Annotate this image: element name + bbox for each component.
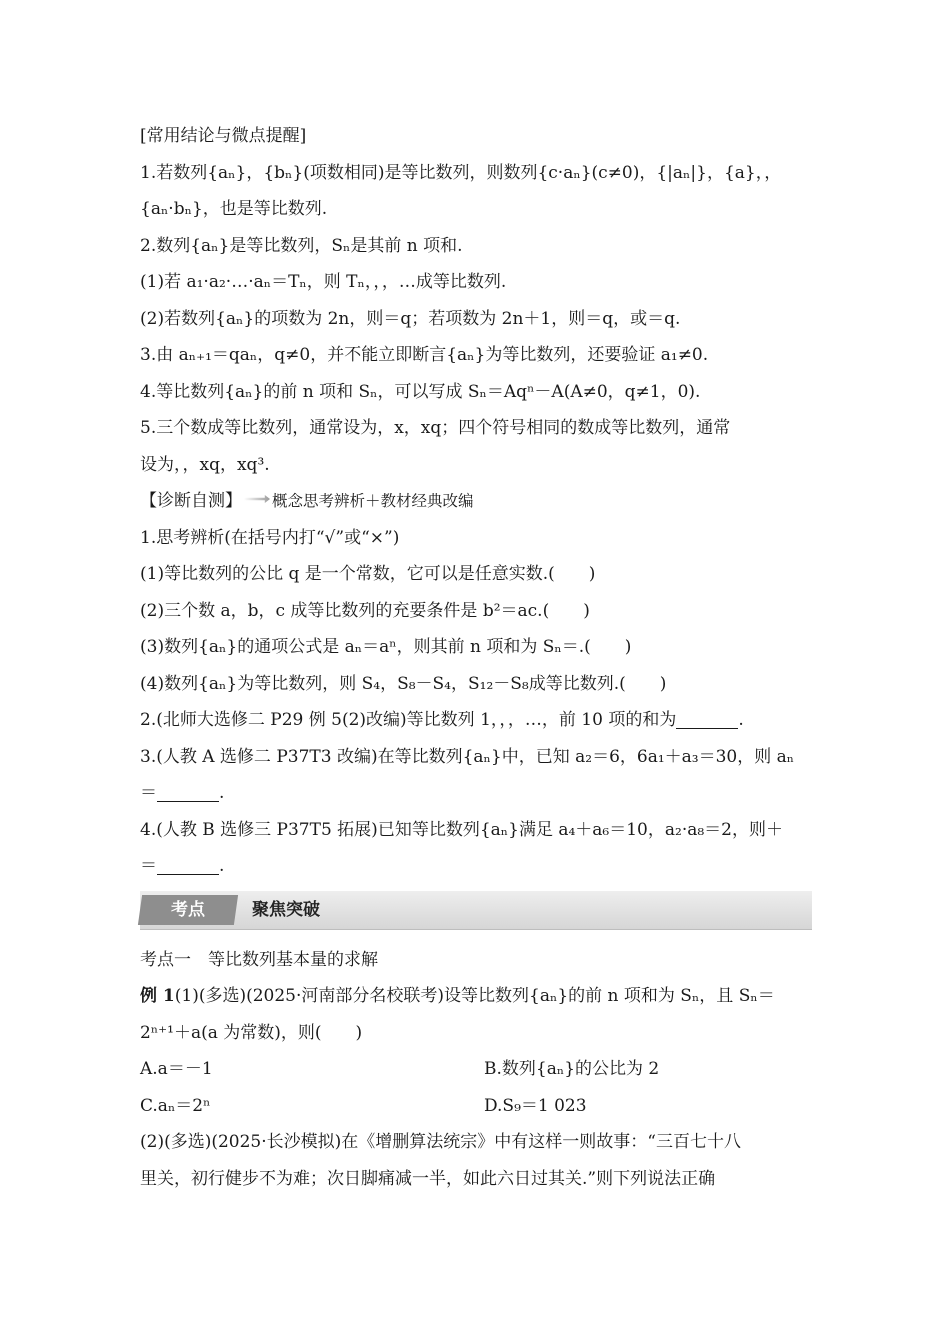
option-c[interactable]: C.aₙ＝2ⁿ: [140, 1095, 211, 1116]
text-line: [140, 264, 812, 301]
question-1-4: (4)数列{aₙ}为等比数列，则 S₄，S₈－S₄，S₁₂－S₈成等比数列.( ): [140, 673, 667, 694]
text-line: [140, 812, 812, 849]
banner-tab: [138, 895, 238, 925]
text-line: [140, 1015, 812, 1052]
text-line: [140, 593, 812, 630]
text-line: [140, 191, 812, 228]
example-text-cont: 2ⁿ⁺¹＋a(a 为常数)，则( ): [140, 1022, 363, 1043]
text-line: 2.(北师大选修二 P29 例 5(2)改编)等比数列 1，，，…，前 10 项的和为 .: [140, 702, 812, 739]
text-line: [140, 1161, 812, 1198]
conclusion-1-cont: {aₙ·bₙ}，也是等比数列.: [140, 199, 328, 219]
conclusion-2-1: (1)若 a₁·a₂·…·aₙ＝Tₙ，则 Tₙ，，，…成等比数列.: [140, 272, 507, 292]
text-line: [140, 155, 812, 192]
example-text: (1)(多选)(2025·河南部分名校联考)设等比数列{aₙ}的前 n 项和为 Sₙ，且 Sₙ＝: [174, 986, 775, 1006]
question-4-cont: ＝: [140, 856, 157, 876]
text-line: [140, 337, 812, 374]
answer-blank[interactable]: [676, 706, 738, 729]
text-line: ＝ .: [140, 775, 812, 812]
text-line: [140, 666, 812, 703]
document-page: [140, 118, 812, 1197]
section-banner: [140, 891, 812, 930]
conclusion-2-2: (2)若数列{aₙ}的项数为 2n，则＝q；若项数为 2n＋1，则＝q，或＝q.: [140, 308, 681, 329]
option-b[interactable]: B.数列{aₙ}的公比为 2: [484, 1059, 660, 1079]
conclusion-2: 2.数列{aₙ}是等比数列，Sₙ是其前 n 项和.: [140, 235, 463, 256]
question-1-1: (1)等比数列的公比 q 是一个常数，它可以是任意实数.( ): [140, 564, 596, 584]
text-line: ＝ .: [140, 848, 812, 885]
text-line: [140, 556, 812, 593]
question-1-3: (3)数列{aₙ}的通项公式是 aₙ＝aⁿ，则其前 n 项和为 Sₙ＝.( ): [140, 637, 632, 657]
text-line: [140, 410, 812, 447]
conclusion-5-cont: 设为，，xq，xq³.: [140, 454, 270, 475]
example-label: 例 1: [140, 986, 175, 1006]
question-1-2: (2)三个数 a，b，c 成等比数列的充要条件是 b²＝ac.( ): [140, 600, 590, 621]
text-line: [140, 739, 812, 776]
text-line: [140, 228, 812, 265]
text-line: [140, 374, 812, 411]
option-a[interactable]: A.a＝－1: [140, 1059, 213, 1079]
conclusion-3: 3.由 aₙ₊₁＝qaₙ，q≠0，并不能立即断言{aₙ}为等比数列，还要验证 a₁≠0.: [140, 345, 709, 365]
banner-tab-label: 考点: [171, 899, 205, 920]
conclusion-1: 1.若数列{aₙ}，{bₙ}(项数相同)是等比数列，则数列{c·aₙ}(c≠0)，{|aₙ|}，{a}，，: [140, 162, 782, 183]
diagnosis-title: 【诊断自测】: [140, 491, 242, 511]
question-1: 1.思考辨析(在括号内打“√”或“×”): [140, 527, 400, 548]
option-row: [140, 1088, 812, 1125]
question-2: 2.(北师大选修二 P29 例 5(2)改编)等比数列 1，，，…，前 10 项的和为: [140, 710, 677, 730]
text-line: [140, 978, 812, 1015]
topic-title: 考点一 等比数列基本量的求解: [140, 949, 378, 970]
conclusion-4: 4.等比数列{aₙ}的前 n 项和 Sₙ，可以写成 Sₙ＝Aqⁿ－A(A≠0，q≠1，0).: [140, 381, 701, 402]
option-d[interactable]: D.S₉＝1 023: [484, 1095, 587, 1116]
text-line: [140, 301, 812, 338]
problem-2: (2)(多选)(2025·长沙模拟)在《增删算法统宗》中有这样一则故事：“三百七十八: [140, 1132, 741, 1152]
text-line: [140, 942, 812, 979]
problem-2-cont: 里关，初行健步不为难；次日脚痛减一半，如此六日过其关.”则下列说法正确: [140, 1168, 716, 1189]
conclusion-5: 5.三个数成等比数列，通常设为，x，xq；四个符号相同的数成等比数列，通常: [140, 418, 731, 438]
text-line: [140, 1124, 812, 1161]
question-3-cont: ＝: [140, 783, 157, 803]
question-3: 3.(人教 A 选修二 P37T3 改编)在等比数列{aₙ}中，已知 a₂＝6，6a₁＋a₃＝30，则 aₙ: [140, 746, 795, 767]
answer-blank[interactable]: [157, 779, 219, 802]
banner-label: 聚焦突破: [252, 899, 320, 920]
arrow-icon: [244, 495, 270, 503]
diagnosis-subtitle: 概念思考辨析＋教材经典改编: [272, 492, 474, 510]
text-line: [140, 629, 812, 666]
option-row: [140, 1051, 812, 1088]
answer-blank[interactable]: [157, 852, 219, 875]
diagnosis-header: [140, 483, 812, 520]
text-line: [140, 447, 812, 484]
text-line: [140, 118, 812, 155]
question-4: 4.(人教 B 选修三 P37T5 拓展)已知等比数列{aₙ}满足 a₄＋a₆＝10，a₂·a₈＝2，则＋: [140, 819, 783, 840]
text-line: [140, 520, 812, 557]
section-heading: [常用结论与微点提醒]: [140, 126, 307, 146]
